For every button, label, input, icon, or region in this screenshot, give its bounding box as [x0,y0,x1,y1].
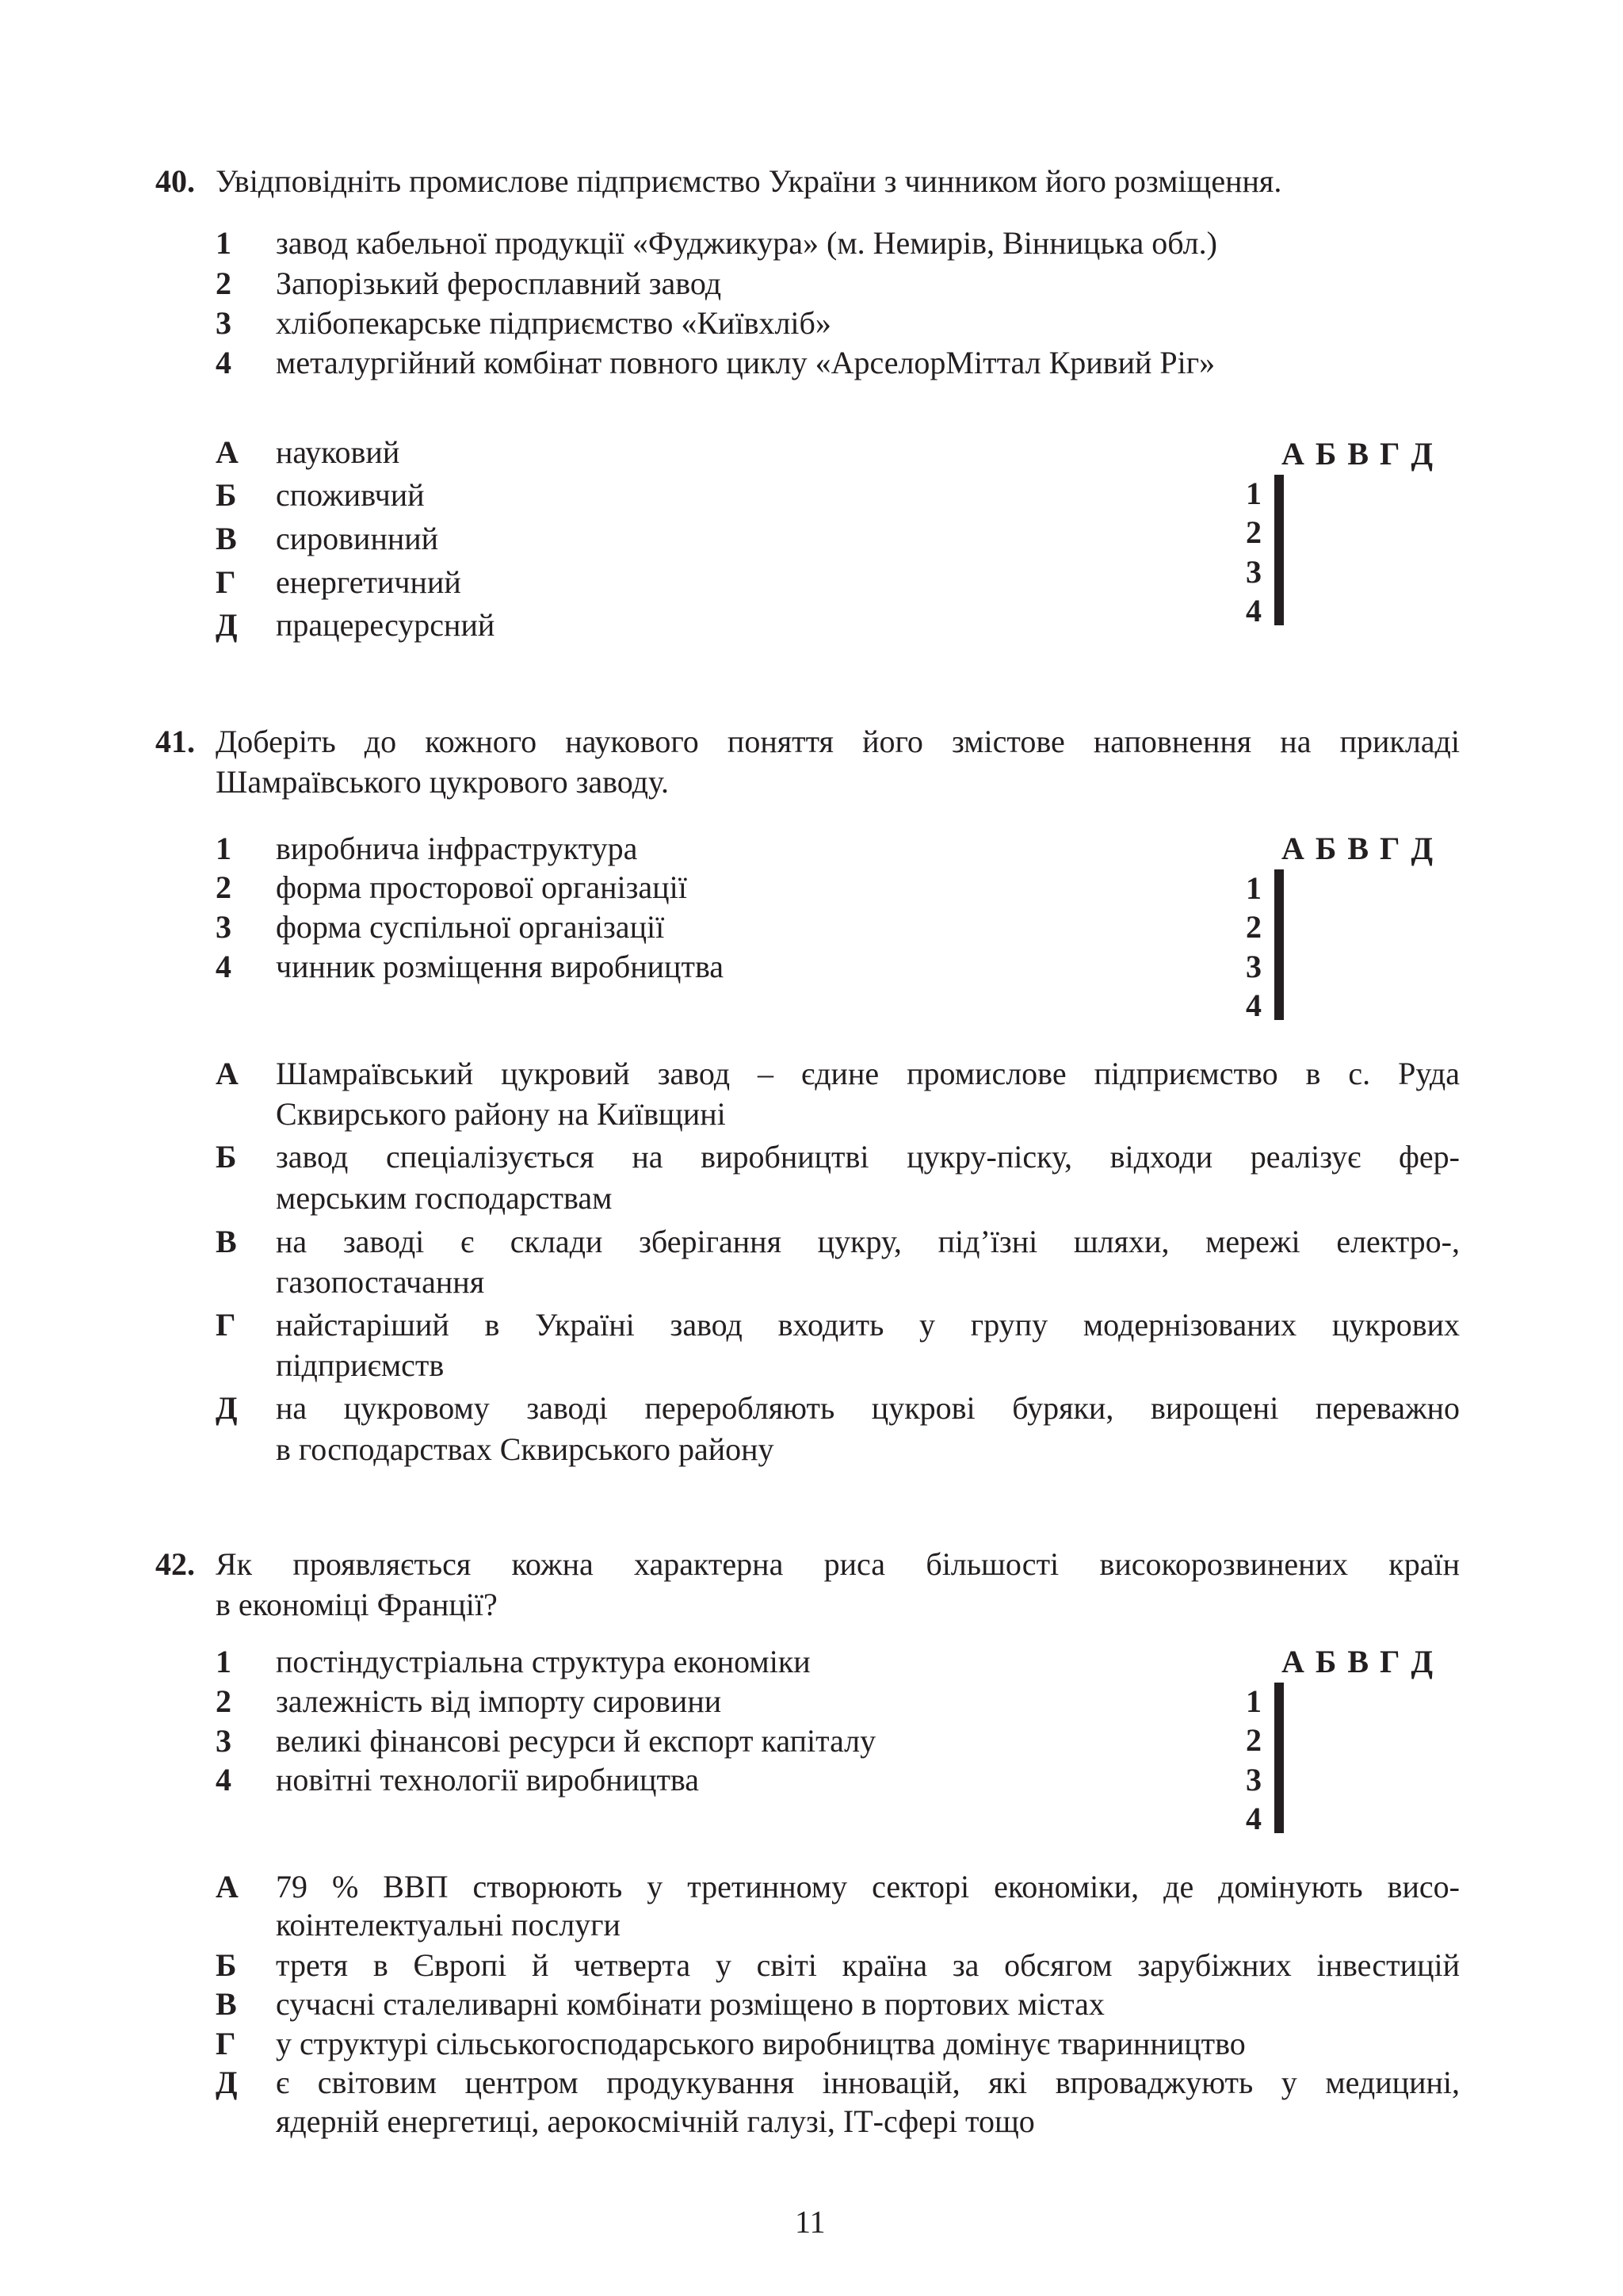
option-key: Г [216,564,236,600]
option-text: є світовим центром продукування інновацій, які впроваджують у медицині, [276,2065,1460,2100]
option-key: Д [216,1390,238,1426]
option-text: на заводі є склади зберігання цукру, під’їзні шляхи, мережі електро-, [276,1224,1460,1259]
question-text: Увідповідніть промислове підприємство України з чинником його розміщення. [216,163,1282,199]
grid-row-label: 2 [1246,909,1262,945]
answer-table [1274,1683,1284,1833]
item-text: залежність від імпорту сировини [276,1683,722,1719]
item-key: 3 [216,1723,231,1759]
grid-row-label: 3 [1246,949,1262,984]
answer-cell[interactable] [1281,1721,1283,1758]
option-text: на цукровому заводі переробляють цукрові буряки, вирощені переважно [276,1390,1460,1426]
option-key: Г [216,2026,236,2061]
answer-cell[interactable] [1281,907,1283,945]
answer-cell[interactable] [1281,476,1283,513]
item-key: 4 [216,1762,231,1797]
option-text: третя в Європі й четверта у світі країна за обсягом зарубіжних інвестицій [276,1947,1460,1983]
answer-table [1274,869,1284,1020]
option-key: Б [216,1139,237,1175]
option-text: у структурі сільськогосподарського виробництва домінує тваринництво [276,2026,1246,2061]
option-key: В [216,1986,237,2022]
option-key: Д [216,607,238,643]
option-text: науковий [276,434,400,470]
answer-cell[interactable] [1281,982,1283,1019]
option-text: мерським господарствам [276,1180,613,1216]
answer-cell[interactable] [1281,1758,1283,1795]
option-text: Сквирського району на Київщині [276,1096,726,1132]
grid-row-label: 1 [1246,1683,1262,1719]
item-key: 4 [216,949,231,984]
option-text: сировинний [276,521,439,556]
item-key: 2 [216,266,231,301]
answer-cell[interactable] [1281,945,1283,982]
item-key: 3 [216,909,231,945]
option-text: сучасні сталеливарні комбінати розміщено в портових містах [276,1986,1105,2022]
option-text: енергетичний [276,564,461,600]
answer-cell[interactable] [1281,870,1283,907]
option-key: Д [216,2065,238,2100]
item-text: хлібопекарське підприємство «Київхліб» [276,305,831,341]
option-key: В [216,1224,237,1259]
option-key: В [216,521,237,556]
item-text: форма просторової організації [276,869,687,905]
option-text: споживчий [276,477,425,513]
option-key: А [216,1056,239,1091]
option-key: Б [216,477,237,513]
answer-cell[interactable] [1281,550,1283,587]
answer-table [1274,475,1284,625]
item-key: 1 [216,1644,231,1679]
item-text: великі фінансові ресурси й експорт капіталу [276,1723,876,1759]
grid-row-label: 3 [1246,554,1262,590]
item-text: завод кабельної продукції «Фуджикура» (м. Немирів, Вінницька обл.) [276,225,1217,261]
option-text: в господарствах Сквирського району [276,1431,774,1467]
item-key: 2 [216,869,231,905]
item-text: чинник розміщення виробництва [276,949,724,984]
answer-cell[interactable] [1281,1795,1283,1832]
grid-row-label: 4 [1246,593,1262,628]
option-key: А [216,434,239,470]
option-text: ядерній енергетиці, аерокосмічній галузі, ІТ-сфері тощо [276,2103,1035,2139]
option-text: коінтелектуальні послуги [276,1907,621,1943]
grid-row-label: 3 [1246,1762,1262,1797]
option-text: завод спеціалізується на виробництві цукру-піску, відходи реалізує фер- [276,1139,1460,1175]
grid-row-label: 1 [1246,870,1262,906]
item-key: 2 [216,1683,231,1719]
grid-row-label: 2 [1246,514,1262,550]
option-text: найстаріший в Україні завод входить у групу модернізованих цукрових [276,1307,1460,1343]
option-text: Шамраївський цукровий завод – єдине промислове підприємство в с. Руда [276,1056,1460,1091]
answer-cell[interactable] [1281,513,1283,550]
question-number: 40. [155,163,195,199]
option-text: працересурсний [276,607,495,643]
item-text: металургійний комбінат повного циклу «АрселорМіттал Кривий Ріг» [276,345,1216,380]
question-text: Шамраївського цукрового заводу. [216,764,669,800]
item-key: 1 [216,831,231,866]
option-key: А [216,1869,239,1904]
grid-row-label: 4 [1246,988,1262,1023]
item-text: новітні технології виробництва [276,1762,700,1797]
option-key: Б [216,1947,237,1983]
item-text: постіндустріальна структура економіки [276,1644,811,1679]
item-text: Запорізький феросплавний завод [276,266,722,301]
grid-row-label: 2 [1246,1722,1262,1758]
question-text: Як проявляється кожна характерна риса більшості високорозвинених країн [216,1546,1460,1582]
item-key: 3 [216,305,231,341]
grid-row-label: 4 [1246,1801,1262,1836]
grid-header: А Б В Г Д [1281,1644,1433,1679]
grid-header: А Б В Г Д [1281,831,1433,866]
question-number: 42. [155,1546,195,1582]
answer-cell[interactable] [1281,1683,1283,1721]
question-number: 41. [155,724,195,759]
item-key: 4 [216,345,231,380]
option-text: підприємств [276,1347,445,1383]
item-text: виробнича інфраструктура [276,831,638,866]
answer-cell[interactable] [1281,587,1283,625]
item-text: форма суспільної організації [276,909,665,945]
grid-row-label: 1 [1246,476,1262,511]
option-text: газопостачання [276,1264,485,1300]
item-key: 1 [216,225,231,261]
page-number: 11 [795,2204,826,2240]
question-text: Доберіть до кожного наукового поняття його змістове наповнення на прикладі [216,724,1460,759]
option-key: Г [216,1307,236,1343]
option-text: 79 % ВВП створюють у третинному секторі економіки, де домінують висо- [276,1869,1460,1904]
question-text: в економіці Франції? [216,1587,498,1622]
grid-header: А Б В Г Д [1281,436,1433,472]
